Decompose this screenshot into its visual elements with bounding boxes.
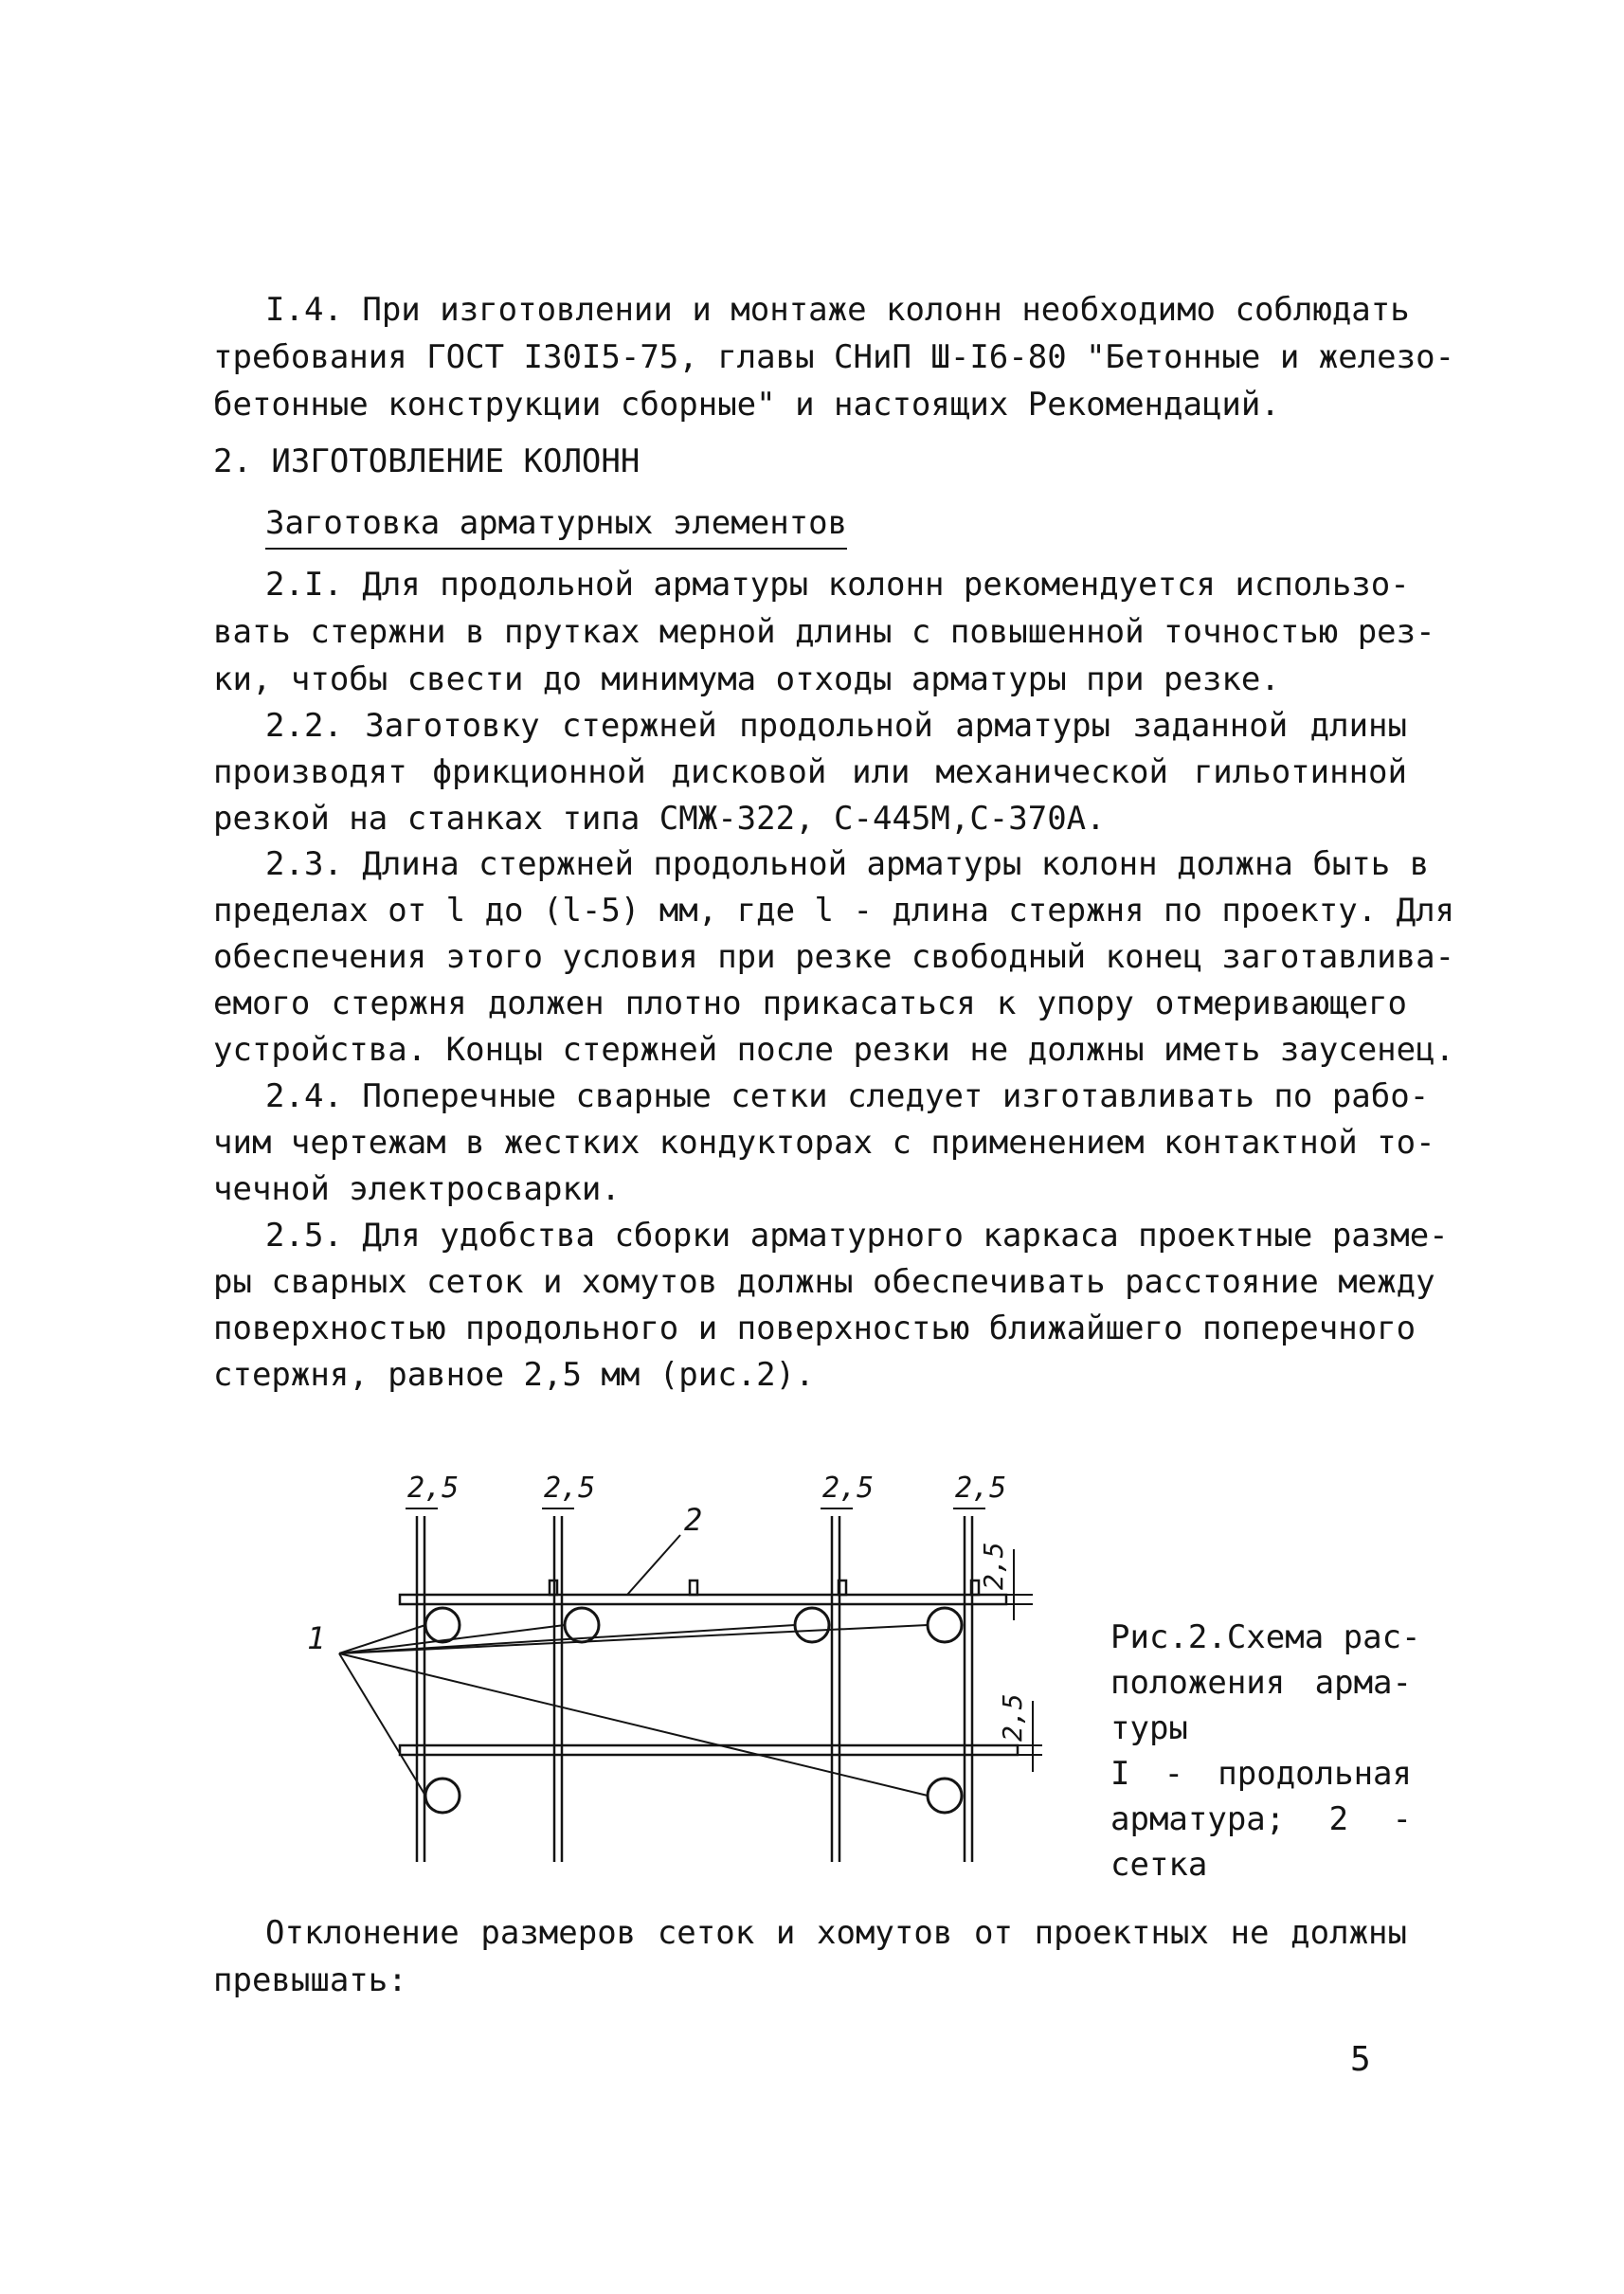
- paragraph-2-1-line-3: ки, чтобы свести до минимума отходы арматуры при резке.: [213, 660, 1280, 698]
- callout-label-rebar: 1: [307, 1620, 326, 1656]
- leader-line-mesh: [627, 1535, 680, 1595]
- dimension-label-3: 2,5: [822, 1472, 875, 1505]
- paragraph-2-4-line-3: чечной электросварки.: [213, 1170, 621, 1208]
- paragraph-2-3-line-1: 2.3. Длина стержней продольной арматуры колонн должна быть в: [265, 845, 1430, 883]
- paragraph-2-3-line-3: обеспечения этого условия при резке свободный конец заготавлива-: [213, 938, 1455, 976]
- rebar-layout-figure: [284, 1459, 1042, 1876]
- paragraph-2-5-line-3: поверхностью продольного и поверхностью ближайшего поперечного: [213, 1310, 1416, 1347]
- figure-caption-line-2: положения арма-: [1110, 1664, 1412, 1702]
- dimension-label-1: 2,5: [407, 1472, 460, 1505]
- figure-caption-line-3: туры: [1110, 1709, 1188, 1747]
- subheading: Заготовка арматурных элементов: [265, 500, 847, 550]
- dimension-label-4: 2,5: [955, 1472, 1007, 1505]
- paragraph-2-5-line-1: 2.5. Для удобства сборки арматурного каркаса проектные разме-: [265, 1217, 1449, 1255]
- paragraph-2-3-line-2: пределах от l до (l-5) мм, где l - длина стержня по проекту. Для: [213, 892, 1455, 930]
- figure-caption-line-6: сетка: [1110, 1846, 1208, 1884]
- paragraph-2-5-line-4: стержня, равное 2,5 мм (рис.2).: [213, 1356, 815, 1394]
- vertical-bars: [417, 1516, 972, 1862]
- mesh-stubs: [550, 1581, 979, 1595]
- paragraph-2-1-line-1: 2.I. Для продольной арматуры колонн рекомендуется использо-: [265, 566, 1410, 604]
- paragraph-1-4-line-1: I.4. При изготовлении и монтаже колонн необходимо соблюдать: [265, 291, 1410, 329]
- dimension-label-2: 2,5: [544, 1472, 596, 1505]
- paragraph-1-4-line-2: требования ГОСТ I30I5-75, главы СНиП Ш-I6-80 "Бетонные и железо-: [213, 338, 1455, 376]
- paragraph-2-2-line-3: резкой на станках типа СМЖ-322, С-445М,С-370А.: [213, 800, 1106, 838]
- callout-label-mesh: 2: [684, 1502, 703, 1538]
- longitudinal-rebar-circles: [425, 1608, 962, 1813]
- dimension-label-side-upper: 2,5: [978, 1542, 1009, 1590]
- paragraph-deviation-line-1: Отклонение размеров сеток и хомутов от проектных не должны: [265, 1914, 1407, 1952]
- paragraph-2-3-line-5: устройства. Концы стержней после резки не должны иметь заусенец.: [213, 1031, 1455, 1069]
- paragraph-2-3-line-4: емого стержня должен плотно прикасаться к упору отмеривающего: [213, 984, 1407, 1022]
- paragraph-2-2-line-2: производят фрикционной дисковой или механической гильотинной: [213, 753, 1407, 791]
- figure-caption-line-1: Рис.2.Схема рас-: [1110, 1618, 1421, 1656]
- mesh-bar-upper: [400, 1595, 1006, 1604]
- page-number: 5: [1350, 2040, 1371, 2079]
- paragraph-2-2-line-1: 2.2. Заготовку стержней продольной арматуры заданной длины: [265, 707, 1407, 745]
- paragraph-deviation-line-2: превышать:: [213, 1961, 407, 1999]
- dimension-label-side-lower: 2,5: [997, 1693, 1028, 1742]
- paragraph-1-4-line-3: бетонные конструкции сборные" и настоящих Рекомендаций.: [213, 386, 1280, 424]
- paragraph-2-5-line-2: ры сварных сеток и хомутов должны обеспечивать расстояние между: [213, 1263, 1435, 1301]
- section-heading: 2. ИЗГОТОВЛЕНИЕ КОЛОНН: [213, 443, 641, 480]
- figure-caption-line-4: I - продольная: [1110, 1755, 1412, 1793]
- paragraph-2-1-line-2: вать стержни в прутках мерной длины с повышенной точностью рез-: [213, 613, 1435, 651]
- figure-caption-line-5: арматура; 2 -: [1110, 1800, 1412, 1838]
- paragraph-2-4-line-1: 2.4. Поперечные сварные сетки следует изготавливать по рабо-: [265, 1077, 1430, 1115]
- mesh-bar-lower: [400, 1745, 1018, 1755]
- paragraph-2-4-line-2: чим чертежам в жестких кондукторах с применением контактной то-: [213, 1124, 1435, 1162]
